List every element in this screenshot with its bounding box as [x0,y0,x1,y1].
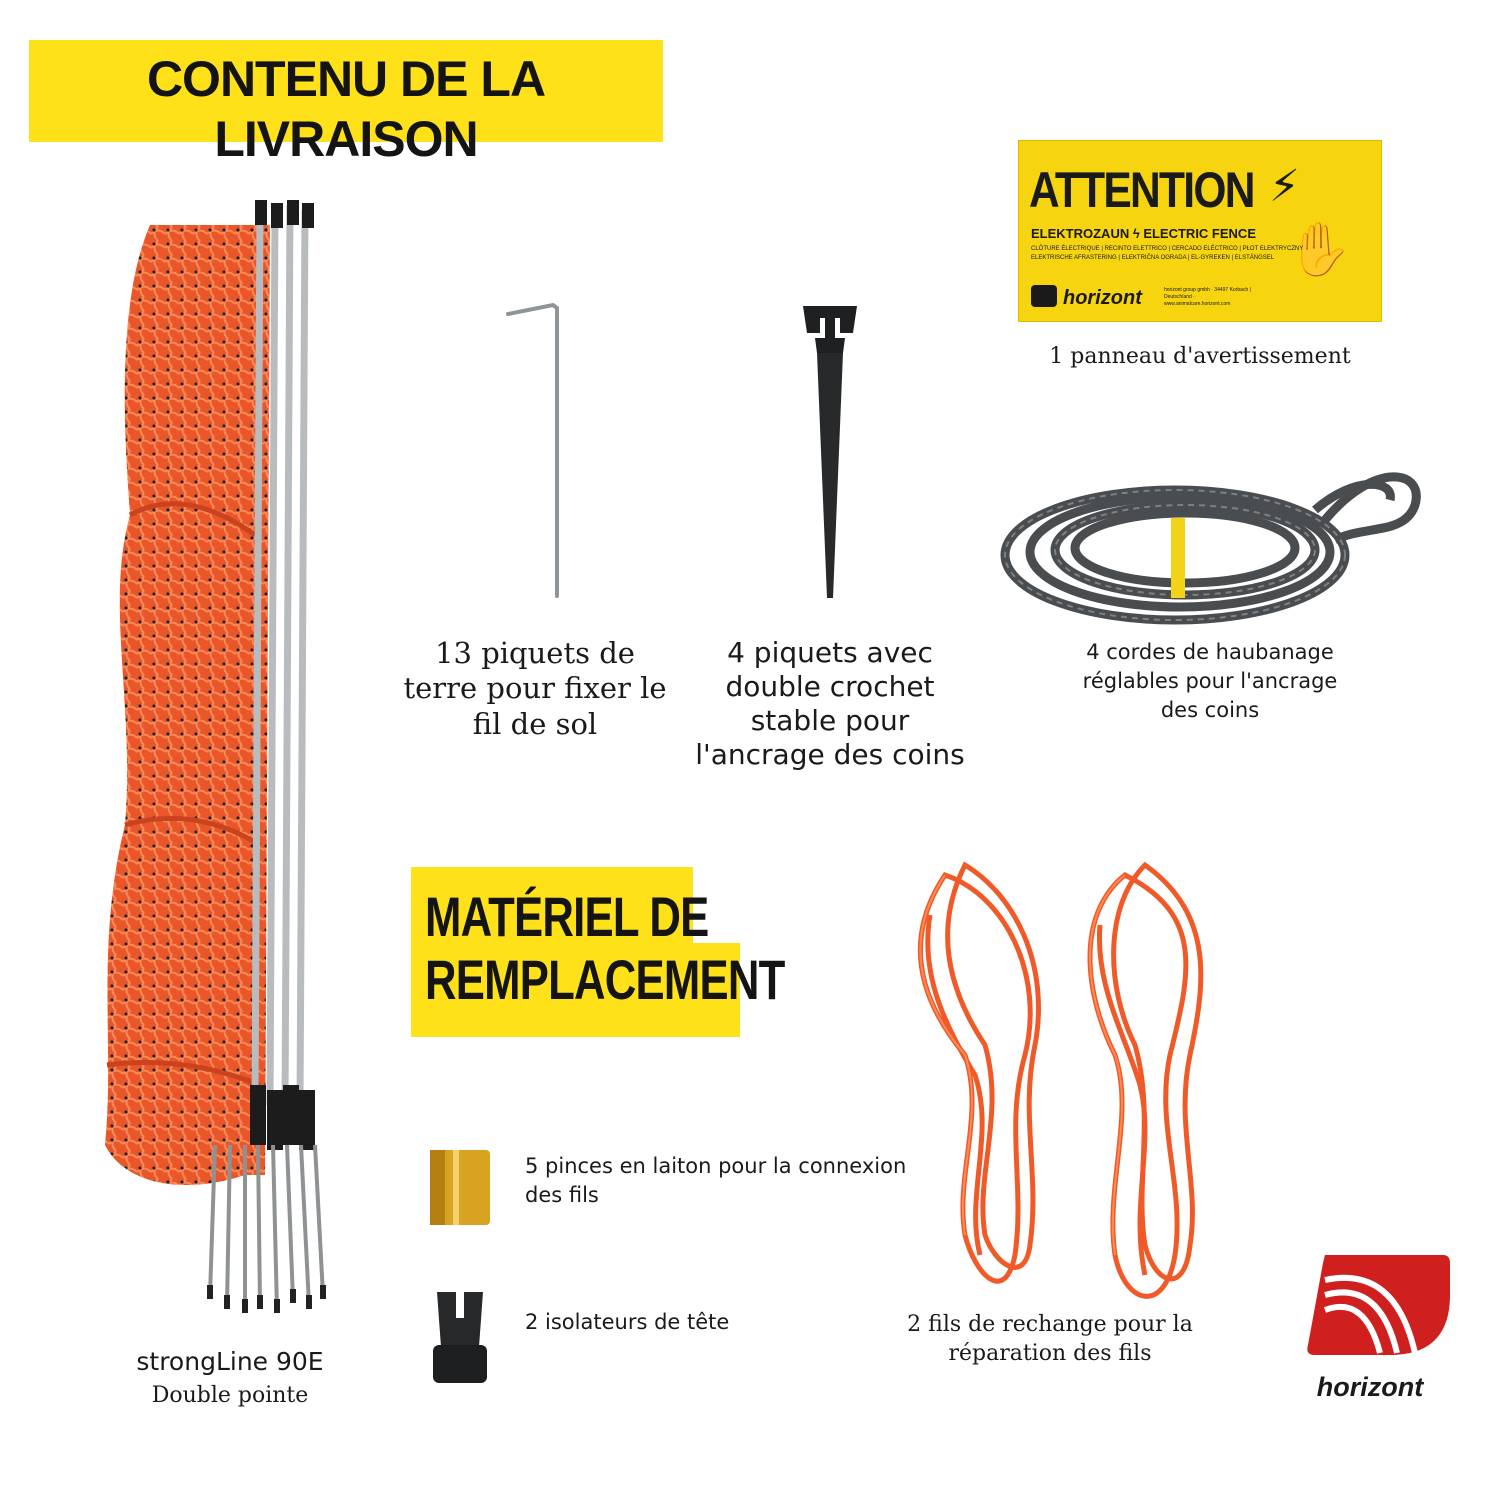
product-variant: Double pointe [151,1383,309,1408]
lightning-icon: ⚡ [1269,161,1300,212]
electric-net-image [95,185,335,1325]
warning-sign-caption: 1 panneau d'avertissement [1049,344,1351,369]
sign-brand: horizont [1063,287,1142,309]
guy-ropes-image [995,460,1425,630]
sign-languages-2: ELEKTRISCHE AFRASTERING | ELEKTRIČNA OGRADA | EL-GYREKEN | ELSTÄNGSEL [1031,255,1275,261]
ground-peg-image [503,300,563,600]
replacement-heading-line2: REMPLACEMENT [425,948,785,1011]
brass-clamps-caption: 5 pinces en laiton pour la connexion des fils [525,1154,907,1207]
head-insulators-caption: 2 isolateurs de tête [525,1310,730,1334]
delivery-heading-line1: CONTENU DE LA [146,51,546,107]
sign-brand-icon [1031,285,1057,307]
hand-icon: ✋ [1287,220,1352,280]
delivery-heading-line2: LIVRAISON [214,111,478,167]
sign-address: horizont group gmbh · 34497 Korbach | Deutschland · www.animalcare.horizont.com [1164,287,1251,307]
head-insulator-image [425,1287,495,1387]
warning-sign-image [1018,140,1382,322]
sign-languages-1: CLÔTURE ÉLECTRIQUE | RECINTO ELETTRICO | CERCADO ELÉCTRICO | PŁOT ELEKTRYCZNY [1031,246,1304,252]
product-name: strongLine 90E [136,1347,324,1376]
spare-wires-caption: 2 fils de rechange pour la réparation des fils [907,1312,1193,1367]
sign-title: ATTENTION [1029,162,1254,218]
horizont-logo-text: horizont [1316,1372,1424,1402]
spare-wires-image [905,855,1225,1325]
ground-pegs-caption: 13 piquets de terre pour fixer le fil de sol [403,636,667,741]
sign-subtitle: ELEKTROZAUN ϟ ELECTRIC FENCE [1031,226,1256,241]
replacement-heading-line1: MATÉRIEL DE [425,885,709,948]
guy-ropes-caption: 4 cordes de haubanage réglables pour l'ancrage des coins [1082,640,1338,722]
horizont-logo-icon [1305,1255,1450,1360]
double-hook-pegs-caption: 4 piquets avec double crochet stable pour l'ancrage des coins [695,636,965,772]
brass-clamp-image [425,1145,495,1230]
double-hook-peg-image [795,298,865,603]
